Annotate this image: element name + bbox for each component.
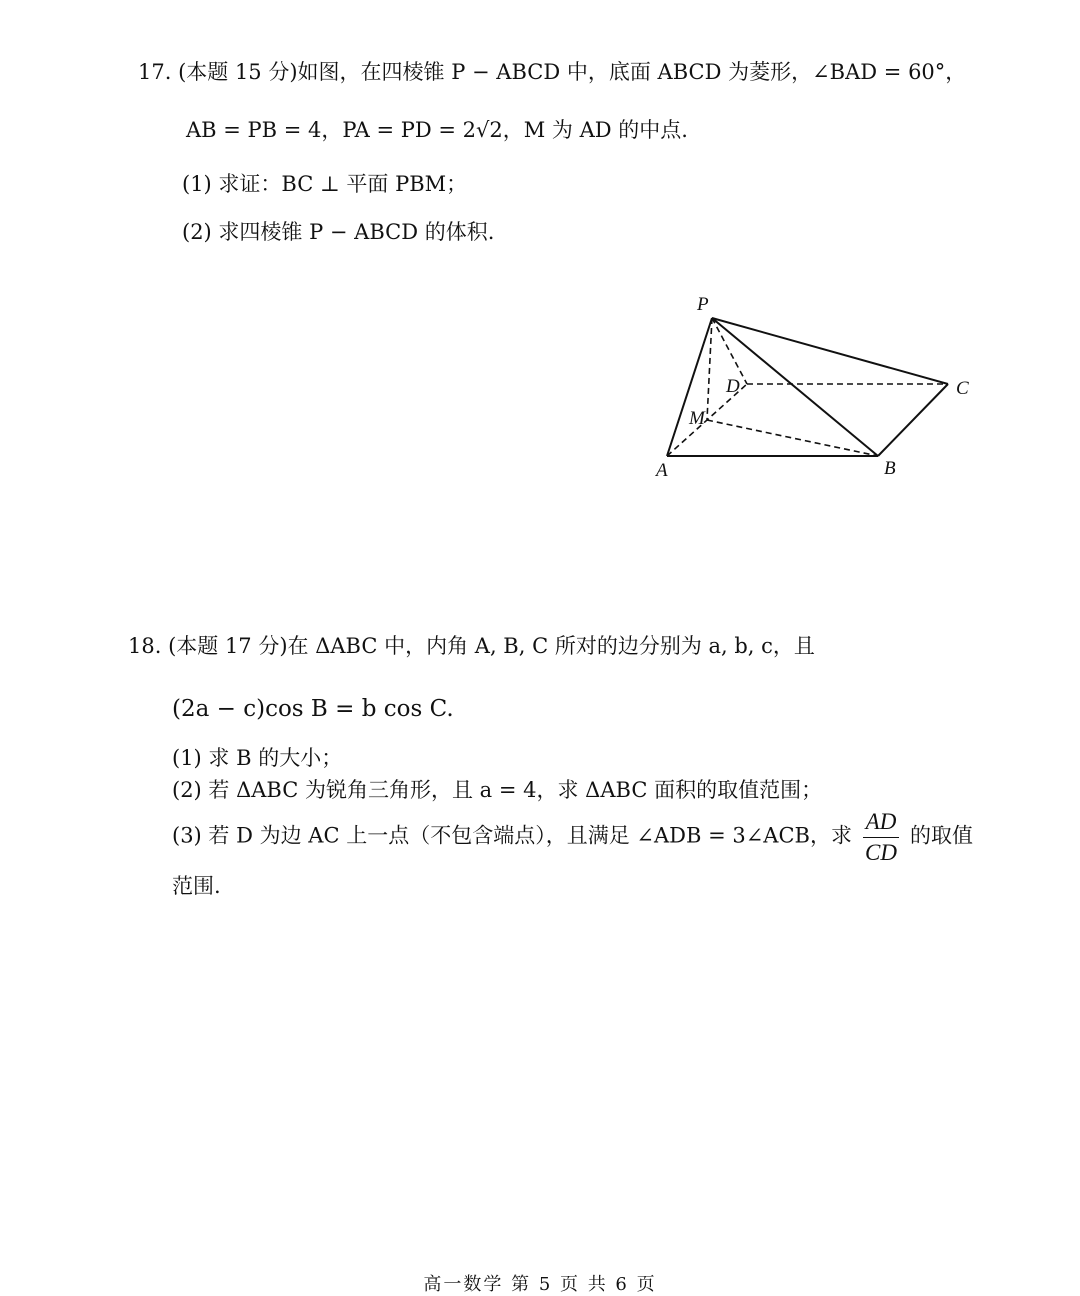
q17-part2: (2) 求四棱锥 P − ABCD 的体积. bbox=[182, 220, 495, 244]
label-M: M bbox=[689, 408, 705, 429]
q18-part3-line bbox=[172, 808, 973, 866]
segment-MB-hidden bbox=[707, 420, 878, 456]
q18-stem-equation: (2a − c)cos B = b cos C. bbox=[172, 696, 454, 722]
edge-PC bbox=[712, 318, 948, 384]
label-A: A bbox=[656, 460, 668, 481]
q17-stem-line1: 17. (本题 15 分)如图，在四棱锥 P − ABCD 中，底面 ABCD 为菱形，∠BAD = 60°， bbox=[138, 60, 967, 84]
q18-stem-line1: 18. (本题 17 分)在 ΔABC 中，内角 A, B, C 所对的边分别为 a, b, c，且 bbox=[128, 634, 815, 658]
q17-stem-line2: AB = PB = 4，PA = PD = 2√2，M 为 AD 的中点. bbox=[186, 118, 688, 142]
fraction-denominator: CD bbox=[865, 839, 897, 865]
label-C: C bbox=[956, 378, 969, 399]
ratio-fraction bbox=[863, 808, 900, 866]
page-footer: 高一数学 第 5 页 共 6 页 bbox=[423, 1274, 657, 1295]
q18-part2: (2) 若 ΔABC 为锐角三角形，且 a = 4，求 ΔABC 面积的取值范围； bbox=[172, 778, 823, 802]
edge-PD-hidden bbox=[712, 318, 747, 384]
q18-part3-prefix: (3) 若 D 为边 AC 上一点（不包含端点），且满足 ∠ADB = 3∠ACB，求 bbox=[172, 823, 852, 848]
label-B: B bbox=[884, 458, 896, 479]
q17-part1: (1) 求证：BC ⊥ 平面 PBM； bbox=[182, 172, 468, 196]
fraction-numerator: AD bbox=[863, 808, 900, 838]
label-D: D bbox=[726, 376, 740, 397]
q18-part3-continuation: 范围. bbox=[172, 874, 221, 898]
q18-part3-suffix: 的取值 bbox=[910, 823, 974, 848]
pyramid-figure bbox=[640, 288, 980, 488]
edge-BC bbox=[878, 384, 948, 456]
q18-part1: (1) 求 B 的大小； bbox=[172, 746, 343, 770]
label-P: P bbox=[697, 294, 709, 315]
